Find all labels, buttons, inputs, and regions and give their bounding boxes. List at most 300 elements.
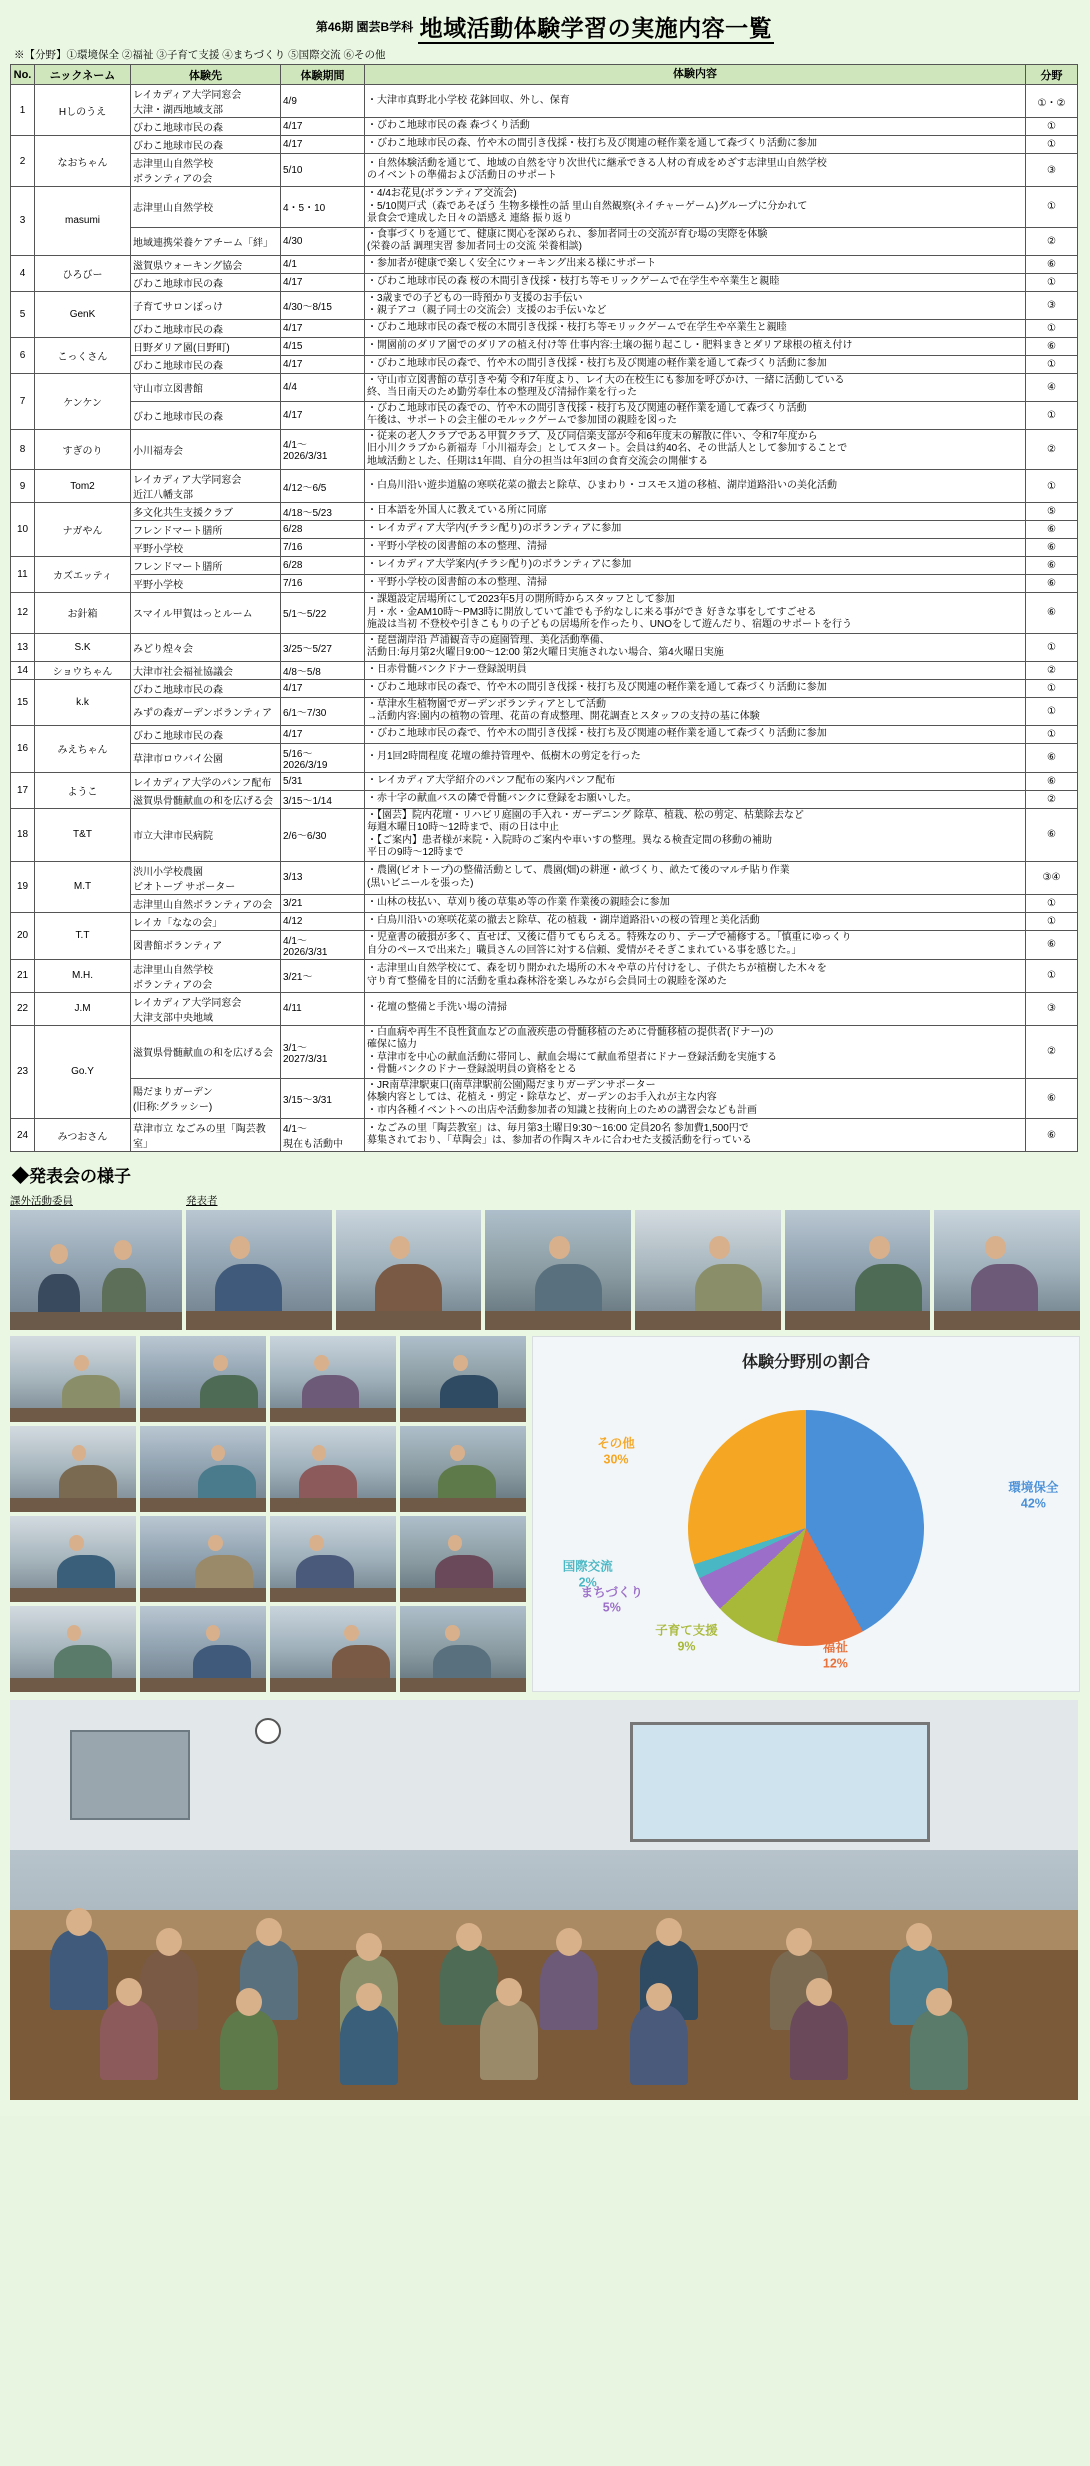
cell-period: 4/8～5/8: [281, 661, 365, 679]
cell-content: ・大津市真野北小学校 花鉢回収、外し、保育: [365, 85, 1026, 118]
cell-place: びわこ地球市民の森: [131, 679, 281, 697]
cell-field: ③: [1026, 992, 1078, 1025]
photo-group-presenters: [186, 1191, 1080, 1330]
cell-field: ⑥: [1026, 743, 1078, 772]
cell-nickname: k.k: [35, 679, 131, 725]
cell-place: 志津里山自然学校 ボランティアの会: [131, 959, 281, 992]
cell-content: ・自然体験活動を通じて、地域の自然を守り次世代に継承できる人材の育成をめざす志津里山自然学校 のイベントの準備および活動日のサポート: [365, 154, 1026, 187]
cell-place: みどり煌々会: [131, 633, 281, 661]
cell-period: 4/1～ 2026/3/31: [281, 429, 365, 470]
cell-field: ①: [1026, 912, 1078, 930]
cell-no: 4: [11, 255, 35, 291]
cell-period: 4/17: [281, 273, 365, 291]
cell-content: ・びわこ地球市民の森 森づくり活動: [365, 118, 1026, 136]
cell-place: 滋賀県骨髄献血の和を広げる会: [131, 1025, 281, 1078]
table-row: [11, 291, 1078, 319]
cell-content: ・レイカディア大学内(チラシ配り)のボランティアに参加: [365, 521, 1026, 539]
cell-period: 3/21～: [281, 959, 365, 992]
photo-participant: [270, 1336, 396, 1422]
cell-nickname: T&T: [35, 808, 131, 861]
cell-period: 4/30～8/15: [281, 291, 365, 319]
pie-slices: [688, 1410, 924, 1646]
table-row: [11, 85, 1078, 118]
table-row: [11, 154, 1078, 187]
cell-no: 5: [11, 291, 35, 337]
photo-participant: [140, 1336, 266, 1422]
cell-content: ・レイカディア大学紹介のパンフ配布の案内パンフ配布: [365, 772, 1026, 790]
cell-place: 子育てサロンぽっけ: [131, 291, 281, 319]
cell-content: ・びわこ地球市民の森での、竹や木の間引き伐採・枝打ち及び関連の軽作業を通して森づくり活動 午後は、サポートの会主催のモルックゲームで参加団の親睦を図った: [365, 401, 1026, 429]
cell-place: スマイル甲賀はっとルーム: [131, 593, 281, 634]
table-row: [11, 772, 1078, 790]
photo-participant: [400, 1516, 526, 1602]
cell-place: フレンドマート膳所: [131, 557, 281, 575]
cell-place: 平野小学校: [131, 539, 281, 557]
photo-presenter: [186, 1210, 332, 1330]
photo-classroom: [10, 1700, 1078, 2100]
table-row: [11, 373, 1078, 401]
cell-place: レイカディア大学のパンフ配布: [131, 772, 281, 790]
photo-participant: [10, 1336, 136, 1422]
cell-field: ①: [1026, 697, 1078, 725]
cell-content: ・びわこ地球市民の森、竹や木の間引き伐採・枝打ち及び関連の軽作業を通して森づくり活動に参加: [365, 136, 1026, 154]
cell-period: 5/16～ 2026/3/19: [281, 743, 365, 772]
caption-committee: 課外活動委員: [10, 1195, 73, 1207]
th-content: 体験内容: [365, 65, 1026, 85]
cell-place: びわこ地球市民の森: [131, 319, 281, 337]
photo-presenter: [635, 1210, 781, 1330]
cell-place: 滋賀県ウォーキング協会: [131, 255, 281, 273]
table-row: [11, 575, 1078, 593]
cell-place: 市立大津市民病院: [131, 808, 281, 861]
table-row: [11, 930, 1078, 959]
table-row: [11, 118, 1078, 136]
cell-place: みずの森ガーデンボランティア: [131, 697, 281, 725]
cell-content: ・びわこ地球市民の森で、竹や木の間引き伐採・枝打ち及び関連の軽作業を通して森づくり活動に参加: [365, 679, 1026, 697]
table-row: [11, 861, 1078, 894]
cell-content: ・びわこ地球市民の森で桜の木間引き伐採・枝打ち等モリックゲームで在学生や卒業生と親睦: [365, 319, 1026, 337]
cell-field: ②: [1026, 1025, 1078, 1078]
cell-period: 4/12～6/5: [281, 470, 365, 503]
table-row: [11, 743, 1078, 772]
cell-field: ①: [1026, 136, 1078, 154]
photo-presenter: [785, 1210, 931, 1330]
cell-no: 12: [11, 593, 35, 634]
th-nickname: ニックネーム: [35, 65, 131, 85]
cell-nickname: みえちゃん: [35, 725, 131, 772]
cell-place: レイカディア大学同窓会 大津支部中央地域: [131, 992, 281, 1025]
table-row: [11, 187, 1078, 228]
cell-period: 3/13: [281, 861, 365, 894]
cell-place: 陽だまりガーデン (旧称:グラッシー): [131, 1078, 281, 1119]
cell-content: ・草津水生植物園でガーデンボランティアとして活動 →活動内容:園内の植物の管理、花苗の育成整理、開花調査とスタッフの支持の基に体験: [365, 697, 1026, 725]
cell-period: 3/15～1/14: [281, 790, 365, 808]
cell-content: ・JR南草津駅東口(南草津駅前公園)陽だまりガーデンサポーター 体験内容としては、花植え・剪定・除草など、ガーデンのお手入れが主な内容 ・市内各種イベントへの出店や活動参加者の知識と技術向上のための講習会なども計画: [365, 1078, 1026, 1119]
cell-nickname: ナガやん: [35, 503, 131, 557]
cell-place: 滋賀県骨髄献血の和を広げる会: [131, 790, 281, 808]
cell-field: ⑥: [1026, 1119, 1078, 1152]
photo-grid: [10, 1336, 526, 1692]
photo-participant: [10, 1606, 136, 1692]
cell-field: ①: [1026, 894, 1078, 912]
cell-nickname: お針箱: [35, 593, 131, 634]
cell-content: ・食事づくりを通じて、健康に関心を深められ、参加者同士の交流が育む場の実際を体験 (栄養の話 調理実習 参加者同士の交流 栄養相談): [365, 227, 1026, 255]
cell-period: 6/28: [281, 521, 365, 539]
title-main: 地域活動体験学習の実施内容一覧: [418, 15, 775, 44]
cell-nickname: Go.Y: [35, 1025, 131, 1119]
cell-period: 4/1: [281, 255, 365, 273]
cell-period: 4/4: [281, 373, 365, 401]
photo-participant: [140, 1516, 266, 1602]
cell-period: 4/30: [281, 227, 365, 255]
table-row: [11, 470, 1078, 503]
th-no: No.: [11, 65, 35, 85]
cell-no: 10: [11, 503, 35, 557]
cell-field: ⑥: [1026, 521, 1078, 539]
caption-presenters: 発表者: [186, 1195, 218, 1207]
cell-place: びわこ地球市民の森: [131, 118, 281, 136]
cell-period: 7/16: [281, 539, 365, 557]
photo-participant: [270, 1516, 396, 1602]
cell-no: 18: [11, 808, 35, 861]
pie-label: まちづくり 5%: [580, 1584, 644, 1615]
cell-period: 3/21: [281, 894, 365, 912]
cell-content: ・参加者が健康で楽しく安全にウォーキング出来る様にサポート: [365, 255, 1026, 273]
photo-presenter: [336, 1210, 482, 1330]
cell-nickname: すぎのり: [35, 429, 131, 470]
cell-no: 22: [11, 992, 35, 1025]
cell-field: ⑥: [1026, 255, 1078, 273]
photos-and-chart: [10, 1336, 1080, 1692]
cell-content: ・志津里山自然学校にて、森を切り開かれた場所の木々や草の片付けをし、子供たちが植樹した木々を 守り育て整備を目的に活動を重ね森林浴を楽しみながら会員同士の親睦を深めた: [365, 959, 1026, 992]
cell-field: ④: [1026, 373, 1078, 401]
cell-place: びわこ地球市民の森: [131, 355, 281, 373]
cell-nickname: M.T: [35, 861, 131, 912]
cell-nickname: Hしのうえ: [35, 85, 131, 136]
cell-field: ①: [1026, 355, 1078, 373]
activity-table: [10, 64, 1078, 1152]
cell-content: ・山林の枝払い、草刈り後の草集め等の作業 作業後の親睦会に参加: [365, 894, 1026, 912]
table-row: [11, 319, 1078, 337]
photo-participant: [400, 1336, 526, 1422]
cell-place: 志津里山自然学校 ボランティアの会: [131, 154, 281, 187]
photo-row-top: [10, 1191, 1080, 1330]
cell-content: ・4/4お花見(ボランティア交流会) ・5/10関戸式（森であそぼう 生物多様性の話 里山自然観察(ネイチャーゲーム)グループに分かれて 景食会で達成した日々の語感え 連絡 振り返り: [365, 187, 1026, 228]
table-row: [11, 661, 1078, 679]
cell-period: 4/17: [281, 319, 365, 337]
table-row: [11, 429, 1078, 470]
cell-no: 23: [11, 1025, 35, 1119]
pie-label: 福祉 12%: [822, 1640, 848, 1670]
cell-field: ①: [1026, 401, 1078, 429]
cell-content: ・従来の老人クラブである甲賀クラブ、及び同信楽支部が令和6年度末の解散に伴い、令和7年度から 旧小川クラブから新福寿「小川福寿会」としてスタート。会員は約40名、その世話人として参加することで 地域活動とした、任期は1年間、自分の担当は年3回の食育交流会の開催する: [365, 429, 1026, 470]
cell-field: ⑥: [1026, 593, 1078, 634]
th-period: 体験期間: [281, 65, 365, 85]
cell-no: 9: [11, 470, 35, 503]
cell-nickname: masumi: [35, 187, 131, 256]
cell-nickname: みつおさん: [35, 1119, 131, 1152]
cell-field: ⑤: [1026, 503, 1078, 521]
table-row: [11, 273, 1078, 291]
cell-nickname: ショウちゃん: [35, 661, 131, 679]
cell-period: 4/17: [281, 401, 365, 429]
cell-content: ・課題設定居場所にして2023年5月の開所時からスタッフとして参加 月・水・金AM10時～PM3時に開放していて誰でも予約なしに来る事ができ 好きな事をしてすごせる 施設は当初 不登校や引きこもりの子どもの居場所を作ったり、UNOをして遊んだり、宿題のサポートを行う: [365, 593, 1026, 634]
photo-participant: [270, 1606, 396, 1692]
cell-place: 草津市立 なごみの里「陶芸教室」: [131, 1119, 281, 1152]
cell-content: ・【園芸】院内花壇・リハビリ庭園の手入れ・ガーデニング 除草、植栽、松の剪定、枯葉除去など 毎週木曜日10時～12時まで、雨の日は中止 ・【ご案内】患者様が来院・入院時のご案内や車いすの整理。異なる検査定間の移動の補助 平日の9時～12時まで: [365, 808, 1026, 861]
cell-no: 6: [11, 337, 35, 373]
cell-no: 17: [11, 772, 35, 808]
th-field: 分野: [1026, 65, 1078, 85]
cell-content: ・月1回2時間程度 花壇の維持管理や、低樹木の剪定を行った: [365, 743, 1026, 772]
table-row: [11, 992, 1078, 1025]
table-row: [11, 1078, 1078, 1119]
cell-place: 渋川小学校農園 ビオトープ サポーター: [131, 861, 281, 894]
cell-field: ⑥: [1026, 808, 1078, 861]
table-row: [11, 337, 1078, 355]
pie-label: 環境保全 42%: [1008, 1480, 1059, 1510]
pie-label: 国際交流 2%: [562, 1559, 613, 1590]
table-row: [11, 227, 1078, 255]
cell-field: ①: [1026, 273, 1078, 291]
table-row: [11, 255, 1078, 273]
cell-nickname: Tom2: [35, 470, 131, 503]
cell-no: 8: [11, 429, 35, 470]
cell-place: フレンドマート膳所: [131, 521, 281, 539]
cell-content: ・びわこ地球市民の森で、竹や木の間引き伐採・枝打ち及び関連の軽作業を通して森づくり活動に参加: [365, 725, 1026, 743]
cell-no: 20: [11, 912, 35, 959]
cell-place: レイカディア大学同窓会 近江八幡支部: [131, 470, 281, 503]
cell-nickname: J.M: [35, 992, 131, 1025]
cell-nickname: ケンケン: [35, 373, 131, 429]
cell-period: 3/1～ 2027/3/31: [281, 1025, 365, 1078]
cell-field: ①: [1026, 633, 1078, 661]
cell-field: ①: [1026, 319, 1078, 337]
cell-field: ①・②: [1026, 85, 1078, 118]
table-row: [11, 912, 1078, 930]
cell-content: ・花壇の整備と手洗い場の清掃: [365, 992, 1026, 1025]
cell-period: 4/1～ 現在も活動中: [281, 1119, 365, 1152]
cell-place: びわこ地球市民の森: [131, 401, 281, 429]
cell-place: びわこ地球市民の森: [131, 273, 281, 291]
photo-participant: [400, 1426, 526, 1512]
pie-label: 子育て支援 9%: [655, 1623, 718, 1654]
cell-no: 21: [11, 959, 35, 992]
cell-nickname: GenK: [35, 291, 131, 337]
page-title: [10, 6, 1080, 46]
cell-place: レイカディア大学同窓会 大津・湖西地域支部: [131, 85, 281, 118]
cell-period: 4/15: [281, 337, 365, 355]
table-row: [11, 790, 1078, 808]
cell-period: 3/15～3/31: [281, 1078, 365, 1119]
pie-chart: [532, 1336, 1080, 1692]
cell-place: 平野小学校: [131, 575, 281, 593]
table-row: [11, 725, 1078, 743]
cell-field: ①: [1026, 187, 1078, 228]
cell-place: 小川福寿会: [131, 429, 281, 470]
cell-period: 4・5・10: [281, 187, 365, 228]
cell-content: ・びわこ地球市民の森で、竹や木の間引き伐採・枝打ち及び関連の軽作業を通して森づくり活動に参加: [365, 355, 1026, 373]
cell-period: 2/6～6/30: [281, 808, 365, 861]
cell-no: 19: [11, 861, 35, 912]
table-row: [11, 679, 1078, 697]
cell-field: ①: [1026, 118, 1078, 136]
title-prefix: 第46期 園芸B学科: [315, 20, 414, 34]
cell-period: 4/17: [281, 355, 365, 373]
cell-content: ・白血病や再生不良性貧血などの血液疾患の骨髄移植のために骨髄移植の提供者(ドナー)の 確保に協力 ・草津市を中心の献血活動に帯同し、献血会場にて献血希望者にドナー登録活動を実施する ・骨髄バンクのドナー登録説明員の資格をとる: [365, 1025, 1026, 1078]
cell-nickname: なおちゃん: [35, 136, 131, 187]
table-row: [11, 355, 1078, 373]
photo-group-committee: [10, 1191, 182, 1330]
cell-nickname: ひろびー: [35, 255, 131, 291]
photo-participant: [400, 1606, 526, 1692]
cell-field: ③: [1026, 154, 1078, 187]
cell-field: ②: [1026, 227, 1078, 255]
cell-period: 5/10: [281, 154, 365, 187]
cell-content: ・びわこ地球市民の森 桜の木間引き伐採・枝打ち等モリックゲームで在学生や卒業生と親睦: [365, 273, 1026, 291]
cell-place: 図書館ボランティア: [131, 930, 281, 959]
table-row: [11, 808, 1078, 861]
cell-place: レイカ「ななの会」: [131, 912, 281, 930]
cell-period: 4/11: [281, 992, 365, 1025]
presentation-heading: ◆発表会の様子: [12, 1167, 131, 1186]
cell-content: ・平野小学校の図書館の本の整理、清掃: [365, 575, 1026, 593]
cell-nickname: S.K: [35, 633, 131, 661]
table-row: [11, 697, 1078, 725]
cell-period: 4/17: [281, 725, 365, 743]
cell-field: ①: [1026, 725, 1078, 743]
cell-field: ⑥: [1026, 557, 1078, 575]
cell-period: 6/1～7/30: [281, 697, 365, 725]
cell-field: ②: [1026, 429, 1078, 470]
cell-period: 4/17: [281, 136, 365, 154]
cell-no: 1: [11, 85, 35, 136]
cell-no: 24: [11, 1119, 35, 1152]
cell-period: 4/17: [281, 118, 365, 136]
cell-nickname: M.H.: [35, 959, 131, 992]
cell-content: ・平野小学校の図書館の本の整理、清掃: [365, 539, 1026, 557]
th-place: 体験先: [131, 65, 281, 85]
photo-participant: [270, 1426, 396, 1512]
photo-participant: [140, 1606, 266, 1692]
cell-period: 5/1～5/22: [281, 593, 365, 634]
cell-nickname: ようこ: [35, 772, 131, 808]
cell-no: 16: [11, 725, 35, 772]
cell-period: 6/28: [281, 557, 365, 575]
cell-content: ・日本語を外国人に教えている所に同席: [365, 503, 1026, 521]
cell-period: 3/25～5/27: [281, 633, 365, 661]
table-row: [11, 539, 1078, 557]
cell-content: ・レイカディア大学案内(チラシ配り)のボランティアに参加: [365, 557, 1026, 575]
pie-wrap: [533, 1378, 1079, 1678]
table-row: [11, 521, 1078, 539]
table-row: [11, 401, 1078, 429]
cell-field: ②: [1026, 661, 1078, 679]
cell-content: ・白鳥川沿いの寒咲花菜の撤去と除草、花の植栽 ・湖岸道路沿いの桜の管理と美化活動: [365, 912, 1026, 930]
cell-field: ⑥: [1026, 1078, 1078, 1119]
photo-participant: [10, 1426, 136, 1512]
cell-nickname: T.T: [35, 912, 131, 959]
table-row: [11, 136, 1078, 154]
pie-label: その他 30%: [597, 1436, 635, 1467]
cell-place: 地域連携栄養ケアチーム「絆」: [131, 227, 281, 255]
field-legend: ※【分野】①環境保全 ②福祉 ③子育て支援 ④まちづくり ⑤国際交流 ⑥その他: [14, 49, 386, 61]
cell-period: 4/17: [281, 679, 365, 697]
cell-period: 4/18～5/23: [281, 503, 365, 521]
cell-content: ・日赤骨髄バンクドナー登録説明員: [365, 661, 1026, 679]
cell-field: ①: [1026, 679, 1078, 697]
table-row: [11, 1119, 1078, 1152]
cell-content: ・守山市立図書館の草引きや菊 令和7年度より、レイ大の在校生にも参加を呼びかけ、一緒に活動している 終、当日南天のため勤労奉仕本の整理及び清掃作業を行った: [365, 373, 1026, 401]
chart-title: 体験分野別の割合: [741, 1354, 870, 1371]
cell-field: ②: [1026, 790, 1078, 808]
table-row: [11, 959, 1078, 992]
cell-no: 3: [11, 187, 35, 256]
cell-place: 志津里山自然学校: [131, 187, 281, 228]
cell-field: ③④: [1026, 861, 1078, 894]
table-row: [11, 894, 1078, 912]
cell-place: びわこ地球市民の森: [131, 725, 281, 743]
cell-field: ①: [1026, 959, 1078, 992]
cell-field: ⑥: [1026, 337, 1078, 355]
cell-content: ・開園前のダリア園でのダリアの植え付け等 仕事内容:土壌の掘り起こし・肥料まきとダリア球根の植え付け: [365, 337, 1026, 355]
table-row: [11, 593, 1078, 634]
cell-content: ・琵琶湖岸沿 芦浦観音寺の庭園管理、美化活動準備、 活動日:毎月第2火曜日9:00～12:00 第2火曜日実施されない場合、第4火曜日実施: [365, 633, 1026, 661]
cell-field: ⑥: [1026, 575, 1078, 593]
cell-period: 4/12: [281, 912, 365, 930]
cell-field: ⑥: [1026, 930, 1078, 959]
table-header-row: [11, 65, 1078, 85]
photo-presenter: [934, 1210, 1080, 1330]
cell-content: ・3歳までの子どもの一時預かり支援のお手伝い ・親子アコ（親子同士の交流会）支援のお手伝いなど: [365, 291, 1026, 319]
cell-content: ・なごみの里「陶芸教室」は、毎月第3土曜日9:30～16:00 定員20名 参加費1,500円で 募集されており、「草陶会」は、参加者の作陶スキルに合わせた支援活動を行っている: [365, 1119, 1026, 1152]
cell-content: ・児童書の破損が多く、直せば、又後に借りてもらえる。特殊なのり、テープで補修する。「慎重にゆっくり 自分のペースで出来た」職員さんの回答に対する信頼、愛情がそそぎこまれている事を感じた。」: [365, 930, 1026, 959]
photo-committee: [10, 1210, 182, 1330]
cell-no: 11: [11, 557, 35, 593]
cell-place: 大津市社会福祉協議会: [131, 661, 281, 679]
cell-field: ③: [1026, 291, 1078, 319]
photo-participant: [140, 1426, 266, 1512]
cell-no: 7: [11, 373, 35, 429]
cell-place: 日野ダリア園(日野町): [131, 337, 281, 355]
cell-nickname: こっくさん: [35, 337, 131, 373]
photo-participant: [10, 1516, 136, 1602]
cell-place: びわこ地球市民の森: [131, 136, 281, 154]
cell-field: ⑥: [1026, 539, 1078, 557]
cell-no: 15: [11, 679, 35, 725]
cell-place: 志津里山自然ボランティアの会: [131, 894, 281, 912]
cell-field: ①: [1026, 470, 1078, 503]
table-row: [11, 557, 1078, 575]
cell-content: ・白鳥川沿い遊歩道脇の寒咲花菜の撤去と除草、ひまわり・コスモス道の移植、湖岸道路沿いの美化活動: [365, 470, 1026, 503]
cell-no: 2: [11, 136, 35, 187]
cell-period: 4/9: [281, 85, 365, 118]
cell-place: 多文化共生支援クラブ: [131, 503, 281, 521]
table-row: [11, 1025, 1078, 1078]
cell-content: ・赤十字の献血バスの隣で骨髄バンクに登録をお願いした。: [365, 790, 1026, 808]
photo-presenter: [485, 1210, 631, 1330]
cell-no: 14: [11, 661, 35, 679]
table-row: [11, 503, 1078, 521]
cell-period: 5/31: [281, 772, 365, 790]
cell-place: 草津市ロウバイ公園: [131, 743, 281, 772]
cell-period: 4/1～ 2026/3/31: [281, 930, 365, 959]
cell-no: 13: [11, 633, 35, 661]
cell-period: 7/16: [281, 575, 365, 593]
cell-content: ・農園(ビオトープ)の整備活動として、農園(畑)の耕運・畝づくり、畝たて後のマルチ貼り作業 (黒いビニールを張った): [365, 861, 1026, 894]
cell-nickname: カズエッティ: [35, 557, 131, 593]
cell-place: 守山市立図書館: [131, 373, 281, 401]
